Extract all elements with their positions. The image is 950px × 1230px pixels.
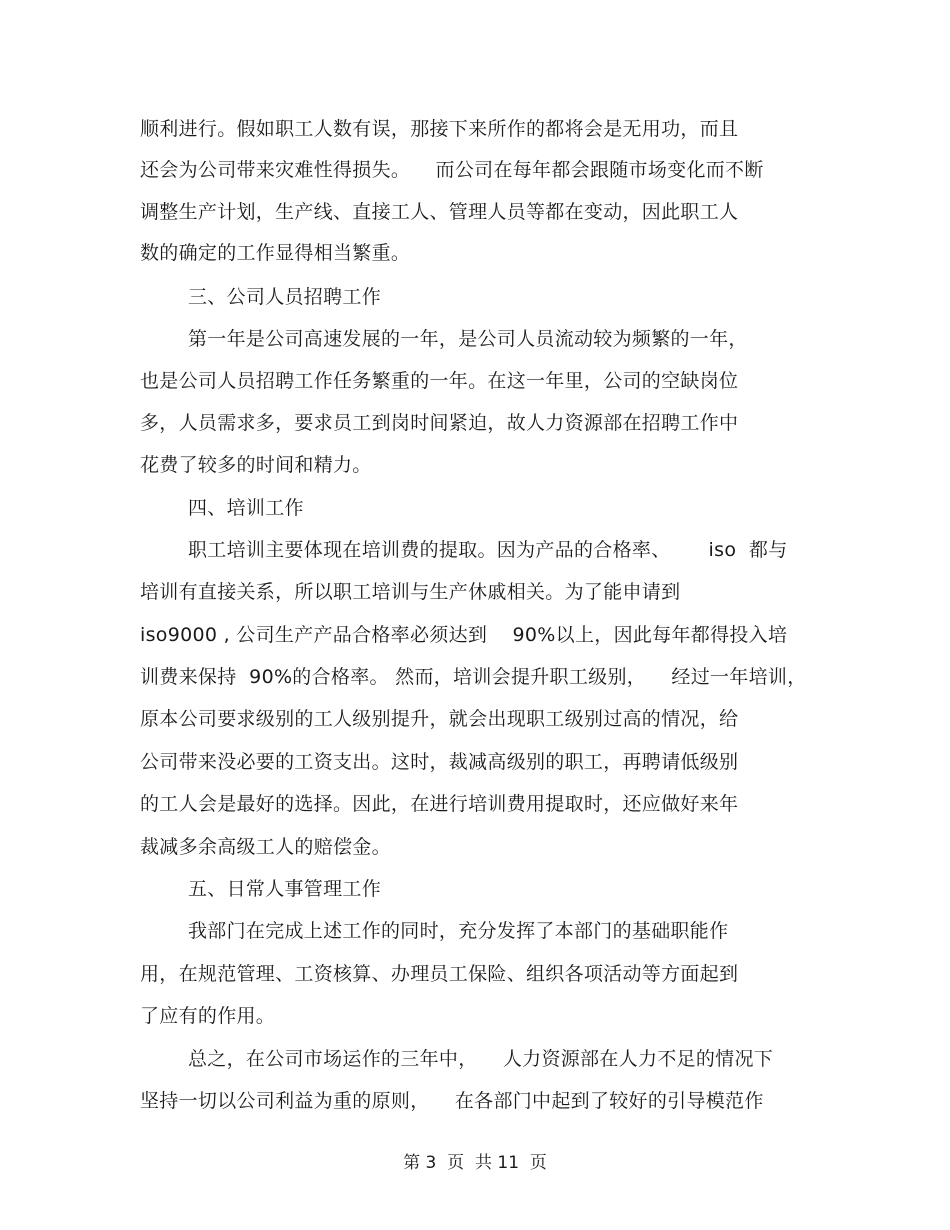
paragraph-line: 的工人会是最好的选择。因此，在进行培训费用提取时，还应做好来年 (140, 793, 739, 815)
section-heading: 四、培训工作 (188, 497, 304, 519)
paragraph-line: 职工培训主要体现在培训费的提取。因为产品的合格率、 iso 都与 (188, 539, 788, 561)
paragraph-line: iso9000 , 公司生产产品合格率必须达到 90%以上，因此每年都得投入培 (140, 624, 788, 646)
paragraph-line: 我部门在完成上述工作的同时，充分发挥了本部门的基础职能作 (188, 920, 729, 942)
paragraph-line: 顺利进行。假如职工人数有误，那接下来所作的都将会是无用功，而且 (140, 118, 739, 140)
paragraph-line: 第一年是公司高速发展的一年，是公司人员流动较为频繁的一年， (188, 328, 748, 350)
paragraph-line: 调整生产计划，生产线、直接工人、管理人员等都在变动，因此职工人 (140, 201, 739, 223)
paragraph-line: 还会为公司带来灾难性得损失。 而公司在每年都会跟随市场变化而不断 (140, 159, 764, 181)
page-number: 第 3 页 共 11 页 (403, 1153, 547, 1173)
paragraph-line: 原本公司要求级别的工人级别提升，就会出现职工级别过高的情况，给 (140, 708, 739, 730)
paragraph-line: 公司带来没必要的工资支出。这时，裁减高级别的职工，再聘请低级别 (140, 751, 739, 773)
paragraph-line: 了应有的作用。 (140, 1005, 276, 1027)
paragraph-line: 数的确定的工作显得相当繁重。 (140, 242, 411, 264)
section-heading: 五、日常人事管理工作 (188, 878, 382, 900)
paragraph-line: 花费了较多的时间和精力。 (140, 454, 372, 476)
paragraph-line: 用，在规范管理、工资核算、办理员工保险、组织各项活动等方面起到 (140, 963, 739, 985)
paragraph-line: 训费来保持 90%的合格率。 然而，培训会提升职工级别， 经过一年培训， (140, 666, 807, 688)
section-heading: 三、公司人员招聘工作 (188, 286, 382, 308)
paragraph-line: 也是公司人员招聘工作任务繁重的一年。在这一年里，公司的空缺岗位 (140, 370, 739, 392)
paragraph-line: 培训有直接关系，所以职工培训与生产休戚相关。为了能申请到 (140, 581, 681, 603)
paragraph-line: 多，人员需求多，要求员工到岗时间紧迫，故人力资源部在招聘工作中 (140, 412, 739, 434)
paragraph-line: 总之，在公司市场运作的三年中， 人力资源部在人力不足的情况下 (188, 1048, 774, 1070)
paragraph-line: 裁减多余高级工人的赔偿金。 (140, 836, 391, 858)
paragraph-line: 坚持一切以公司利益为重的原则， 在各部门中起到了较好的引导模范作 (140, 1090, 764, 1112)
